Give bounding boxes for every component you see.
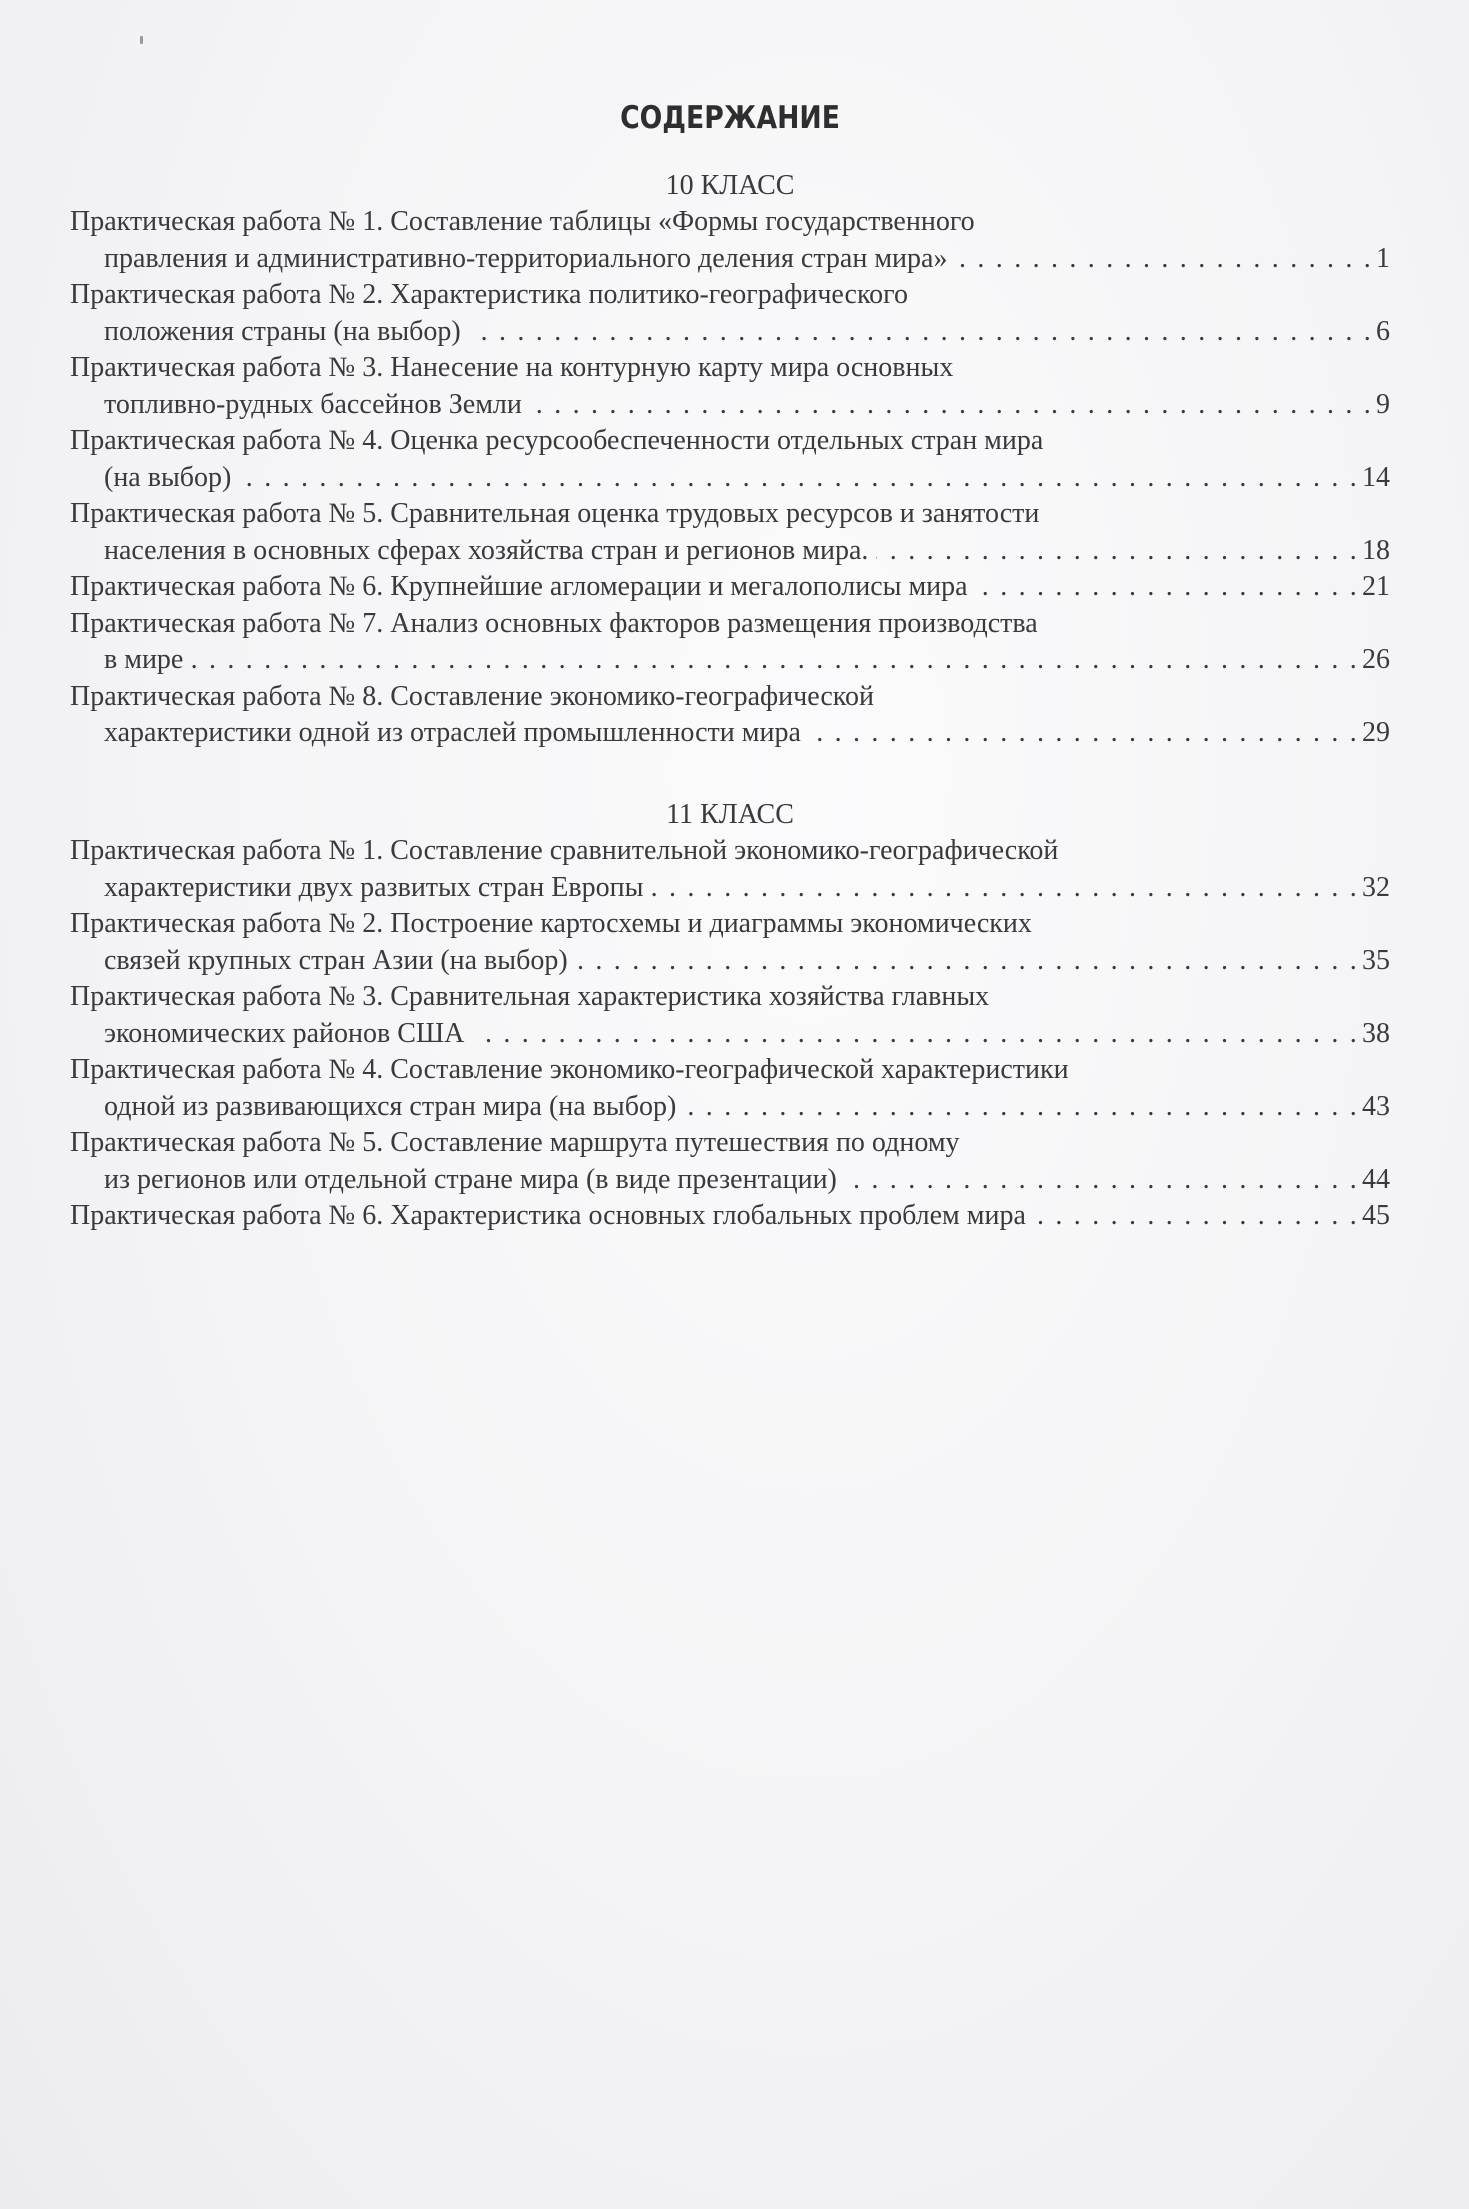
toc-entry[interactable] <box>70 906 1390 979</box>
toc-entry-title: Практическая работа № 3. Нанесение на контурную карту мира основных <box>70 352 954 383</box>
page-number: 32 <box>1362 871 1390 903</box>
toc-entry-continuation: (на выбор) <box>104 461 232 493</box>
dot-leader <box>651 870 1359 907</box>
toc-entry-title: Практическая работа № 2. Построение картосхемы и диаграммы экономических <box>70 908 1032 939</box>
page-number: 26 <box>1362 644 1390 675</box>
section-grade-10 <box>70 168 1390 752</box>
toc-entry-line <box>70 1089 1390 1126</box>
toc-entry-line <box>70 1198 1390 1235</box>
page-number: 29 <box>1362 717 1390 748</box>
toc-entry[interactable] <box>70 496 1390 569</box>
toc-entry-title: Практическая работа № 4. Составление экономико-географической характеристики <box>70 1054 1069 1085</box>
toc-entry-line <box>70 533 1390 570</box>
dot-leader <box>191 642 1359 679</box>
toc-entry-title: Практическая работа № 1. Составление таблицы «Формы государственного <box>70 206 975 237</box>
page-title: СОДЕРЖАНИЕ <box>620 100 840 136</box>
section-grade-11 <box>70 797 1390 1235</box>
toc-entry-continuation: населения в основных сферах хозяйства стран и регионов мира. <box>104 534 869 566</box>
toc-entry[interactable] <box>70 423 1390 496</box>
page-number: 6 <box>1376 315 1390 347</box>
toc-entry-title: Практическая работа № 6. Крупнейшие агломерации и мегалополисы мира <box>70 571 968 602</box>
toc-entry-line <box>70 460 1390 497</box>
page-number: 38 <box>1362 1017 1390 1049</box>
dot-leader <box>976 569 1359 606</box>
toc-entry-continuation: из регионов или отдельной стране мира (в виде презентации) <box>104 1163 837 1195</box>
page-number: 45 <box>1362 1200 1390 1231</box>
toc-entry-continuation: положения страны (на выбор) <box>104 315 461 347</box>
toc-entry-line <box>70 715 1390 752</box>
dot-leader <box>239 460 1359 497</box>
toc-entry[interactable] <box>70 350 1390 423</box>
toc-entry[interactable] <box>70 679 1390 752</box>
toc-entry-continuation: правления и административно-территориального деления стран мира» <box>104 242 948 274</box>
dot-leader <box>809 715 1359 752</box>
toc-entry-title: Практическая работа № 6. Характеристика основных глобальных проблем мира <box>70 1200 1026 1231</box>
page-number: 9 <box>1376 388 1390 420</box>
page-number: 1 <box>1376 242 1390 274</box>
dot-leader <box>576 943 1359 980</box>
toc-entry[interactable] <box>70 979 1390 1052</box>
toc-entry-title: Практическая работа № 2. Характеристика политико-географического <box>70 279 908 310</box>
toc-entry-line <box>70 1016 1390 1053</box>
toc-entry-line <box>70 943 1390 980</box>
toc-entry[interactable] <box>70 277 1390 350</box>
toc-entry-continuation: характеристики двух развитых стран Европы <box>104 871 644 903</box>
toc-entry-line <box>70 314 1390 351</box>
toc-entry-continuation: связей крупных стран Азии (на выбор) <box>104 944 568 976</box>
page-number: 21 <box>1362 571 1390 602</box>
section-heading: 11 КЛАСС <box>666 799 794 830</box>
section-heading: 10 КЛАСС <box>665 170 795 201</box>
dot-leader <box>955 241 1373 278</box>
page-number: 44 <box>1362 1163 1390 1195</box>
dot-leader <box>472 1016 1359 1053</box>
toc-entry-continuation: одной из развивающихся стран мира (на выбор) <box>104 1090 677 1122</box>
toc-entry-title: Практическая работа № 5. Составление маршрута путешествия по одному <box>70 1127 960 1158</box>
toc-entry[interactable] <box>70 204 1390 277</box>
toc-entry-title: Практическая работа № 8. Составление экономико-географической <box>70 680 874 712</box>
toc-entry[interactable] <box>70 569 1390 606</box>
page-number: 18 <box>1362 534 1390 566</box>
dot-leader <box>530 387 1373 424</box>
toc-entry[interactable] <box>70 1125 1390 1198</box>
toc-entry[interactable] <box>70 1052 1390 1125</box>
toc-entry-continuation: экономических районов США <box>104 1017 465 1049</box>
page-number: 14 <box>1362 461 1390 493</box>
toc-entry-line <box>70 387 1390 424</box>
toc-entry-continuation: в мире <box>104 644 184 675</box>
toc-entry-line <box>70 870 1390 907</box>
toc-entry[interactable] <box>70 606 1390 679</box>
toc-entry-line <box>70 241 1390 278</box>
dot-leader <box>845 1162 1359 1199</box>
toc-entry-continuation: характеристики одной из отраслей промышленности мира <box>104 717 801 748</box>
toc-entry-line <box>70 642 1390 679</box>
toc-entry-title: Практическая работа № 3. Сравнительная характеристика хозяйства главных <box>70 981 990 1012</box>
toc-entry-continuation: топливно-рудных бассейнов Земли <box>104 388 522 420</box>
toc-entry[interactable] <box>70 833 1390 906</box>
toc-entry-line <box>70 569 1390 606</box>
dot-leader <box>876 533 1359 570</box>
toc-entry[interactable] <box>70 1198 1390 1235</box>
toc-entry-title: Практическая работа № 1. Составление сравнительной экономико-географической <box>70 835 1059 866</box>
toc-entry-title: Практическая работа № 5. Сравнительная оценка трудовых ресурсов и занятости <box>70 498 1040 529</box>
page-number: 35 <box>1362 944 1390 976</box>
scan-speck <box>140 36 143 44</box>
dot-leader <box>684 1089 1359 1126</box>
dot-leader <box>1034 1198 1359 1235</box>
dot-leader <box>469 314 1373 351</box>
toc-entry-line <box>70 1162 1390 1199</box>
toc-entry-title: Практическая работа № 4. Оценка ресурсообеспеченности отдельных стран мира <box>70 425 1044 456</box>
page-number: 43 <box>1362 1090 1390 1122</box>
toc-entry-title: Практическая работа № 7. Анализ основных факторов размещения производства <box>70 607 1038 639</box>
